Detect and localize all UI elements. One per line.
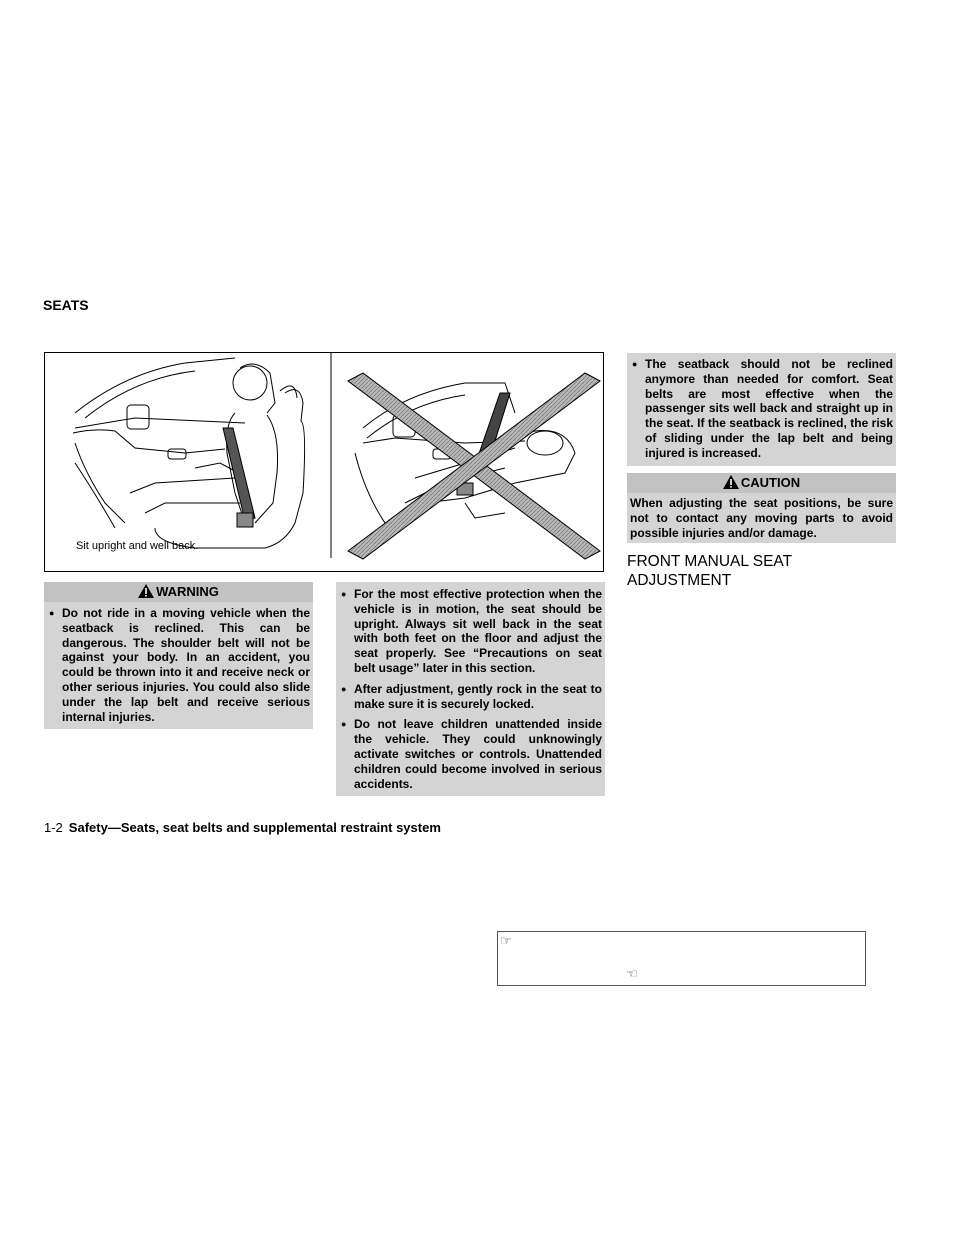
safety-note-item: ● For the most effective protection when the vehicle is in motion, the seat should be upright. Always sit well back in the seat with both feet on the floor and adjust the seat properly. See “Precautions on seat belt usage” later in this section. xyxy=(339,587,602,676)
hand-left-icon[interactable]: ☜ xyxy=(626,966,638,981)
hand-right-icon[interactable]: ☞ xyxy=(500,933,512,948)
page-number: 1-2 xyxy=(44,820,63,835)
warning-triangle-icon xyxy=(723,475,739,495)
safety-note-item: ● After adjustment, gently rock in the seat to make sure it is securely locked. xyxy=(339,682,602,712)
warning-triangle-icon xyxy=(138,584,154,604)
warning-continued-box xyxy=(627,353,896,466)
page-footer xyxy=(44,820,441,835)
warning-box xyxy=(44,582,313,729)
chapter-title: Safety—Seats, seat belts and supplemental restraint system xyxy=(68,820,441,835)
warning-item: ● The seatback should not be reclined anymore than needed for comfort. Seat belts are most effective when the passenger sits well back and straight up in the seat. If the seatback is reclined, the risk of sliding under the lap belt and being injured is increased. xyxy=(630,357,893,461)
caution-label: CAUTION xyxy=(740,475,801,490)
seating-illustration xyxy=(44,352,604,572)
warning-header xyxy=(44,582,313,602)
warning-label: WARNING xyxy=(156,584,219,599)
figure-caption: Sit upright and well back. xyxy=(76,540,199,552)
caution-box xyxy=(627,473,896,543)
warning-item: ● Do not ride in a moving vehicle when the seatback is reclined. This can be dangerous. The shoulder belt will not be against your body. In an accident, you could be thrown into it and receive neck or other serious injuries. You could also slide under the lap belt and receive serious internal injuries. xyxy=(47,606,310,724)
caution-header xyxy=(627,473,896,493)
caution-text: When adjusting the seat positions, be sure not to contact any moving parts to avoid possible injuries and/or damage. xyxy=(630,496,893,540)
seating-drawing xyxy=(45,353,605,573)
section-title: SEATS xyxy=(43,297,89,313)
safety-note-item: ● Do not leave children unattended inside the vehicle. They could unknowingly activate switches or controls. Unattended children could become involved in serious accidents. xyxy=(339,717,602,791)
safety-notes-box xyxy=(336,582,605,796)
page-navigation xyxy=(497,931,866,986)
subheading: FRONT MANUAL SEAT ADJUSTMENT xyxy=(627,553,792,589)
